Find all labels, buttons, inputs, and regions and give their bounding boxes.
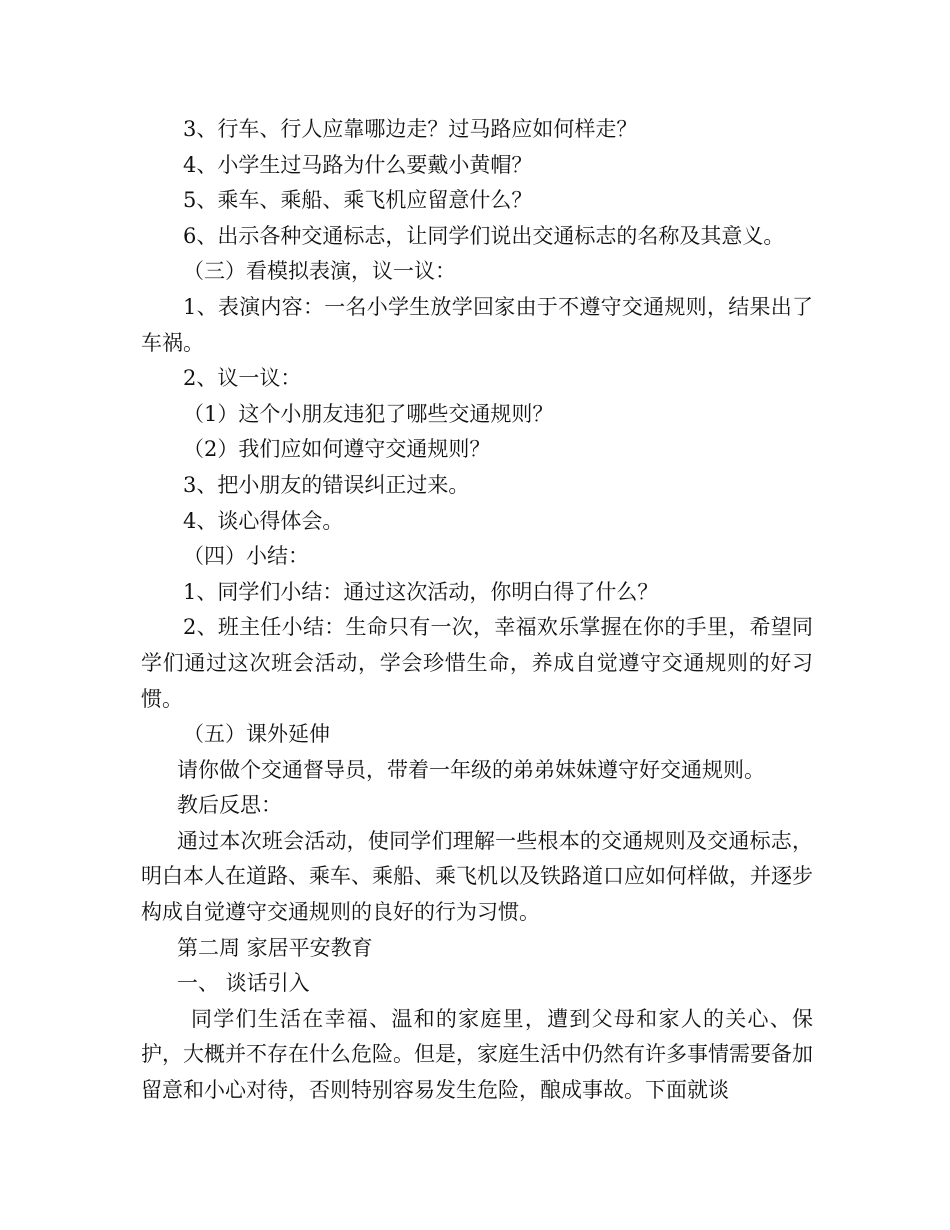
section-3-heading: （三）看模拟表演，议一议： xyxy=(183,259,456,284)
performance-content: 1、表演内容：一名小学生放学回家由于不遵守交通规则，结果出了车祸。 xyxy=(141,294,813,355)
document-body xyxy=(141,112,813,1109)
section-5-heading: （五）课外延伸 xyxy=(183,722,330,747)
question-3: 3、行车、行人应靠哪边走？过马路应如何样走？ xyxy=(183,117,638,141)
extension-task: 请你做个交通督导员，带着一年级的弟弟妹妹遵守好交通规则。 xyxy=(177,757,765,782)
section-4-heading: （四）小结： xyxy=(183,544,309,569)
intro-body: 同学们生活在幸福、温和的家庭里，遭到父母和家人的关心、保护，大概并不存在什么危险。但是，家庭生活中仍然有许多事情需要备加留意和小心对待，否则特别容易发生危险，酿成事故。下面就谈 xyxy=(141,1006,813,1103)
correct-mistakes: 3、把小朋友的错误纠正过来。 xyxy=(183,472,470,497)
discuss-item-2: （2）我们应如何遵守交通规则？ xyxy=(183,437,491,462)
question-4: 4、小学生过马路为什么要戴小黄帽？ xyxy=(183,152,533,177)
week-2-title: 第二周 家居平安教育 xyxy=(177,935,373,960)
discuss-item-1: （1）这个小朋友违犯了哪些交通规则？ xyxy=(183,401,554,426)
reflection-body: 通过本次班会活动，使同学们理解一些根本的交通规则及交通标志，明白本人在道路、乘车、乘船、乘飞机以及铁路道口应如何样做，并逐步构成自觉遵守交通规则的良好的行为习惯。 xyxy=(141,828,813,925)
reflection-heading: 教后反思： xyxy=(177,793,282,818)
question-5: 5、乘车、乘船、乘飞机应留意什么？ xyxy=(183,188,533,213)
share-experience: 4、谈心得体会。 xyxy=(183,508,344,533)
student-summary: 1、同学们小结：通过这次活动，你明白得了什么？ xyxy=(183,579,659,604)
intro-heading: 一、 谈话引入 xyxy=(177,971,310,996)
teacher-summary: 2、班主任小结：生命只有一次，幸福欢乐掌握在你的手里，希望同学们通过这次班会活动，学会珍惜生命，养成自觉遵守交通规则的好习惯。 xyxy=(141,615,813,711)
discuss-heading: 2、议一议： xyxy=(183,366,302,391)
question-6: 6、出示各种交通标志，让同学们说出交通标志的名称及其意义。 xyxy=(183,223,785,248)
